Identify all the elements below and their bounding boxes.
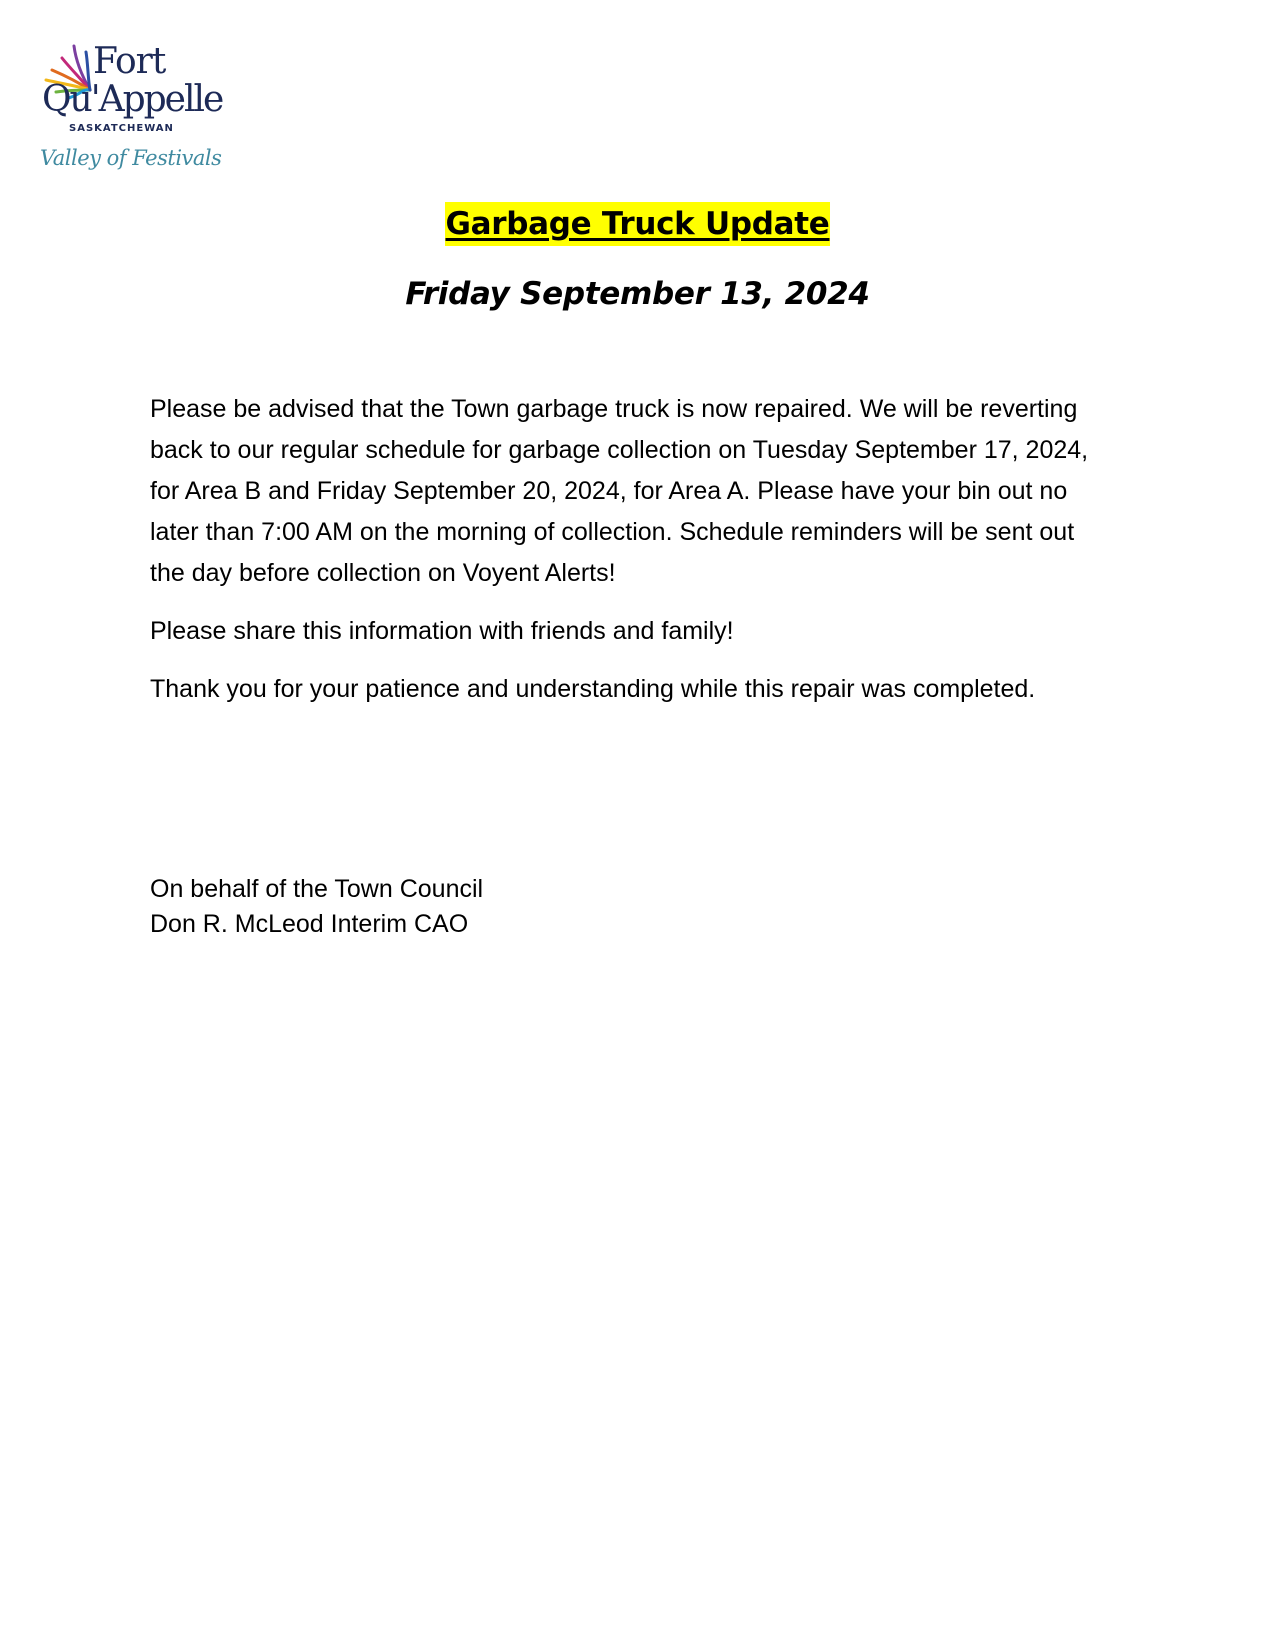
logo-fort-text: Fort — [93, 41, 166, 82]
signature-line-council: On behalf of the Town Council — [150, 875, 484, 903]
document-body — [150, 389, 1110, 727]
signature-block — [150, 872, 1050, 942]
signature-line-name: Don R. McLeod Interim CAO — [150, 910, 469, 938]
paragraph-announcement: Please be advised that the Town garbage truck is now repaired. We will be reverting back to our regular schedule for garbage collection on Tuesday September 17, 2024, for Area B and Friday September 20, 2024, for Area A. Please have your bin out no later than 7:00 AM on the morning of collection. Schedule reminders will be sent out the day before collection on Voyent Alerts! — [150, 395, 1089, 587]
logo-tagline-text: Valley of Festivals — [40, 146, 222, 170]
paragraph-share: Please share this information with friends and family! — [150, 617, 734, 645]
logo-region-text: SASKATCHEWAN — [69, 123, 174, 134]
document-date: Friday September 13, 2024 — [405, 276, 870, 312]
document-title: Garbage Truck Update — [445, 202, 831, 246]
town-logo — [38, 40, 223, 180]
paragraph-thanks: Thank you for your patience and understanding while this repair was completed. — [150, 675, 1036, 703]
title-container — [0, 202, 1275, 246]
logo-quappelle-text: Qu'Appelle — [42, 79, 223, 120]
date-container — [0, 272, 1275, 316]
